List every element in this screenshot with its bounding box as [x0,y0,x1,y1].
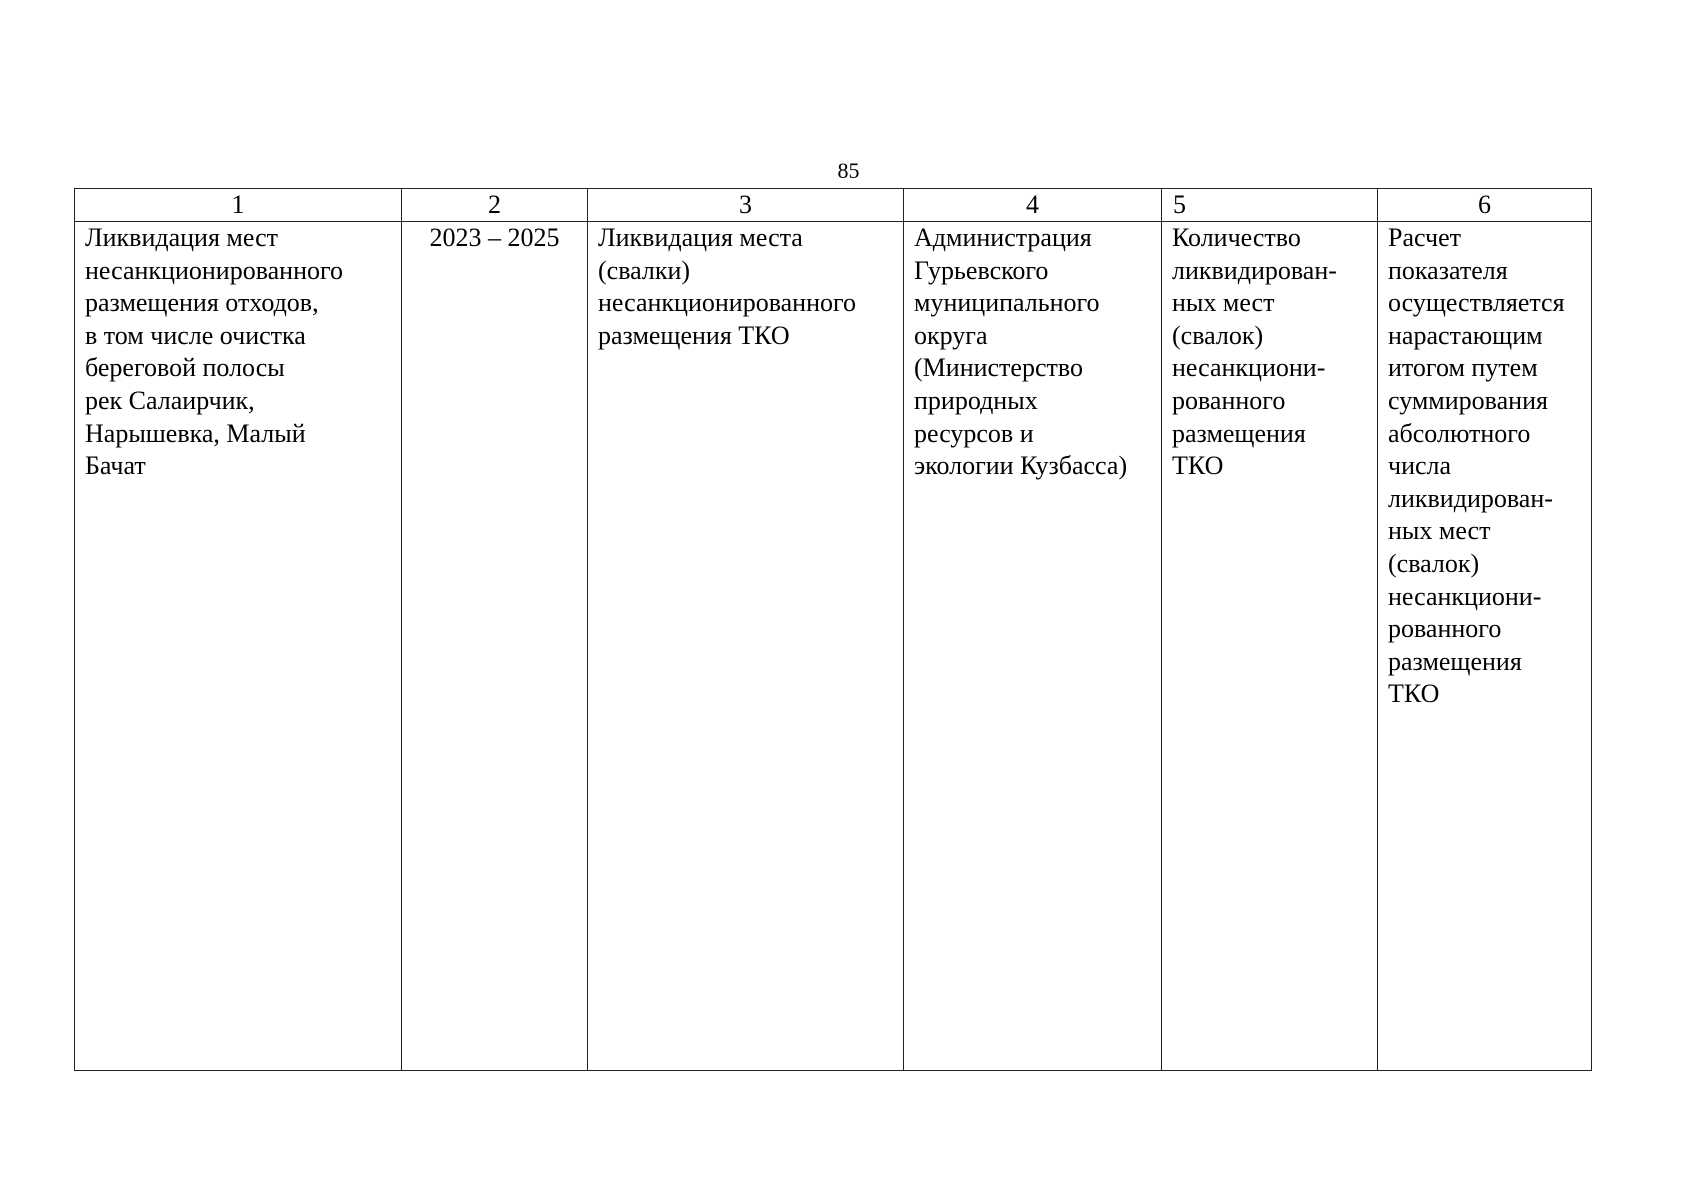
cell-activity-text: Ликвидация мест несанкционированного размещения отходов, в том числе очистка береговой полосы рек Салаирчик, Нарышевка, Малый Бачат [85,223,344,481]
cell-result [588,222,904,1071]
cell-indicator-text: Количество ликвидирован- ных мест (свалок) несанкциони- рованного размещения ТКО [1172,223,1337,481]
table-row [75,222,1592,1071]
page-number: 85 [837,158,860,183]
column-header-3: 3 [588,189,904,222]
column-header-5: 5 [1162,189,1378,222]
column-header-4: 4 [904,189,1162,222]
cell-indicator [1162,222,1378,1071]
cell-period-text: 2023 – 2025 [429,223,560,252]
column-header-6: 6 [1378,189,1592,222]
column-header-2: 2 [402,189,588,222]
document-table [74,188,1592,1071]
cell-responsible [904,222,1162,1071]
cell-activity [75,222,402,1071]
cell-calculation [1378,222,1592,1071]
cell-period [402,222,588,1071]
column-header-1: 1 [75,189,402,222]
cell-result-text: Ликвидация места (свалки) несанкционированного размещения ТКО [598,223,857,350]
cell-calculation-text: Расчет показателя осуществляется нарастающим итогом путем суммирования абсолютного числа ликвидирован- ных мест (свалок) несанкциони- рованного размещения ТКО [1388,223,1565,709]
table-header-row [75,189,1592,222]
cell-responsible-text: Администрация Гурьевского муниципального округа (Министерство природных ресурсов и экологии Кузбасса) [914,223,1128,481]
